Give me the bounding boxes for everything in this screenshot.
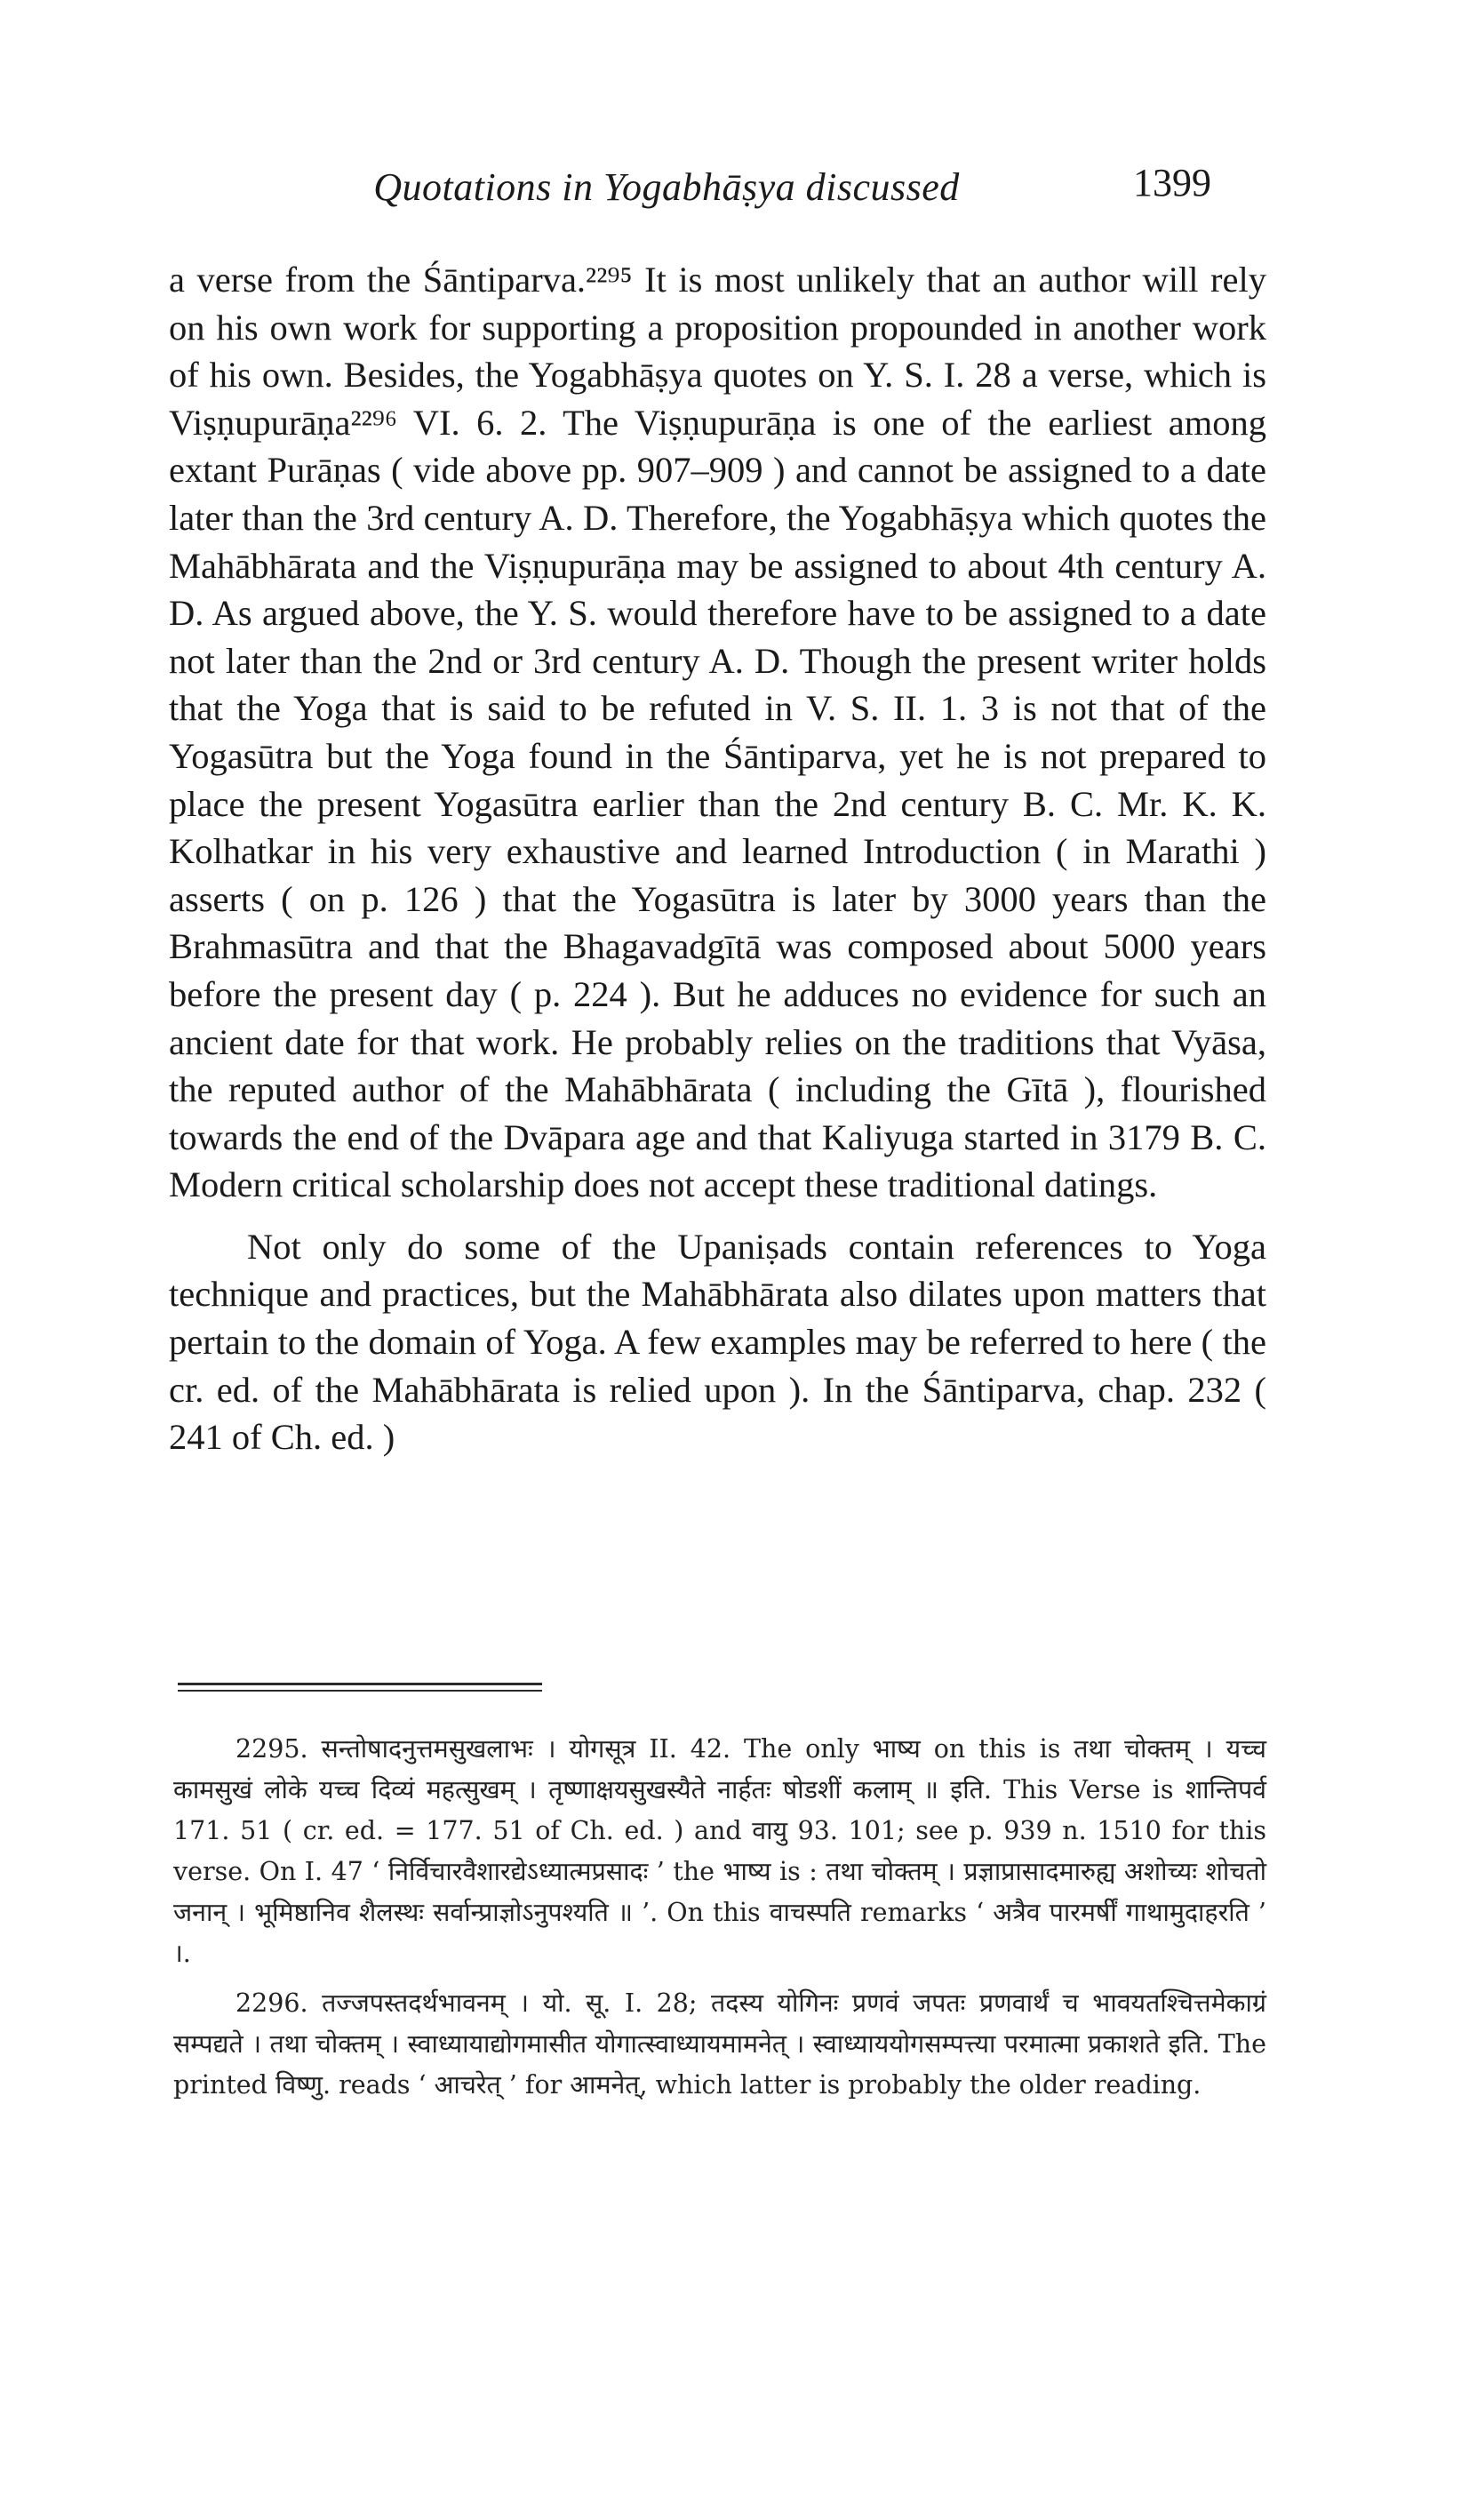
footnote-text: सन्तोषादनुत्तमसुखलाभः । योगसूत्र II. 42. The only भाष्य on this is तथा चोक्तम् । यच्च कामसुखं लोके यच्च दिव्यं महत्सुखम् । तृष्णाक्षयसुखस्यैते नार्हतः षोडशीं कलाम् ॥ इति. This Verse is शान्तिपर्व 171. 51 ( cr. ed. = 177. 51 of Ch. ed. ) and वायु 93. 101; see p. 939 n. 1510 for this verse. On I. 47 ‘ निर्विचारवैशारद्येऽध्यात्मप्रसादः ’ the भाष्य is : तथा चोक्तम् । प्रज्ञाप्रासादमारुह्य अशोच्यः शोचतो जनान् । भूमिष्ठानिव शैलस्थः सर्वान्प्राज्ञोऽनुपश्यति ॥ ’. On this वाचस्पति remarks ‘ अत्रैव पारमर्षीं गाथामुदाहरति ’ ।. xyxy=(173,1734,1266,1968)
footnote-number: 2295. xyxy=(236,1734,308,1764)
paragraph-1: a verse from the Śāntiparva.²²⁹⁵ It is most unlikely that an author will rely on his own work for supporting a proposition propounded in another work of his own. Besides, the Yogabhāṣya quotes on Y. S. I. 28 a verse, which is Viṣṇupurāṇa²²⁹⁶ VI. 6. 2. The Viṣṇupurāṇa is one of the earliest among extant Purāṇas ( vide above pp. 907–909 ) and cannot be assigned to a date later than the 3rd century A. D. Therefore, the Yogabhāṣya which quotes the Mahābhārata and the Viṣṇupurāṇa may be assigned to about 4th century A. D. As argued above, the Y. S. would therefore have to be assigned to a date not later than the 2nd or 3rd century A. D. Though the present writer holds that the Yoga that is said to be refuted in V. S. II. 1. 3 is not that of the Yogasūtra but the Yoga found in the Śāntiparva, yet he is not prepared to place the present Yogasūtra earlier than the 2nd century B. C. Mr. K. K. Kolhatkar in his very exhaustive and learned Introduction ( in Marathi ) asserts ( on p. 126 ) that the Yogasūtra is later by 3000 years than the Brahmasūtra and that the Bhagavadgītā was composed about 5000 years before the present day ( p. 224 ). But he adduces no evidence for such an ancient date for that work. He probably relies on the traditions that Vyāsa, the reputed author of the Mahābhārata ( including the Gītā ), flourished towards the end of the Dvāpara age and that Kaliyuga started in 3179 B. C. Modern critical scholarship does not accept these traditional datings. xyxy=(169,260,1266,1205)
footnotes xyxy=(173,1729,1266,2106)
page-header xyxy=(0,161,1469,227)
footnote-text: तज्जपस्तदर्थभावनम् । यो. सू. I. 28; तदस्य योगिनः प्रणवं जपतः प्रणवार्थं च भावयतश्चित्तमेकाग्रं सम्पद्यते । तथा चोक्तम् । स्वाध्यायाद्योगमासीत योगात्स्वाध्यायमामनेत् । स्वाध्याययोगसम्पत्त्या परमात्मा प्रकाशते इति. The printed विष्णु. reads ‘ आचरेत् ’ for आमनेत्, which latter is probably the older reading. xyxy=(173,1988,1266,2100)
main-text xyxy=(169,256,1266,1461)
running-head: Quotations in Yogabhāṣya discussed xyxy=(373,165,960,209)
footnote-2295 xyxy=(173,1729,1266,1974)
footnote-number: 2296. xyxy=(236,1988,308,2018)
footnote-divider xyxy=(178,1683,542,1692)
page-number: 1399 xyxy=(1133,161,1211,204)
footnote-2296 xyxy=(173,1983,1266,2106)
paragraph-2: Not only do some of the Upaniṣads contain references to Yoga technique and practices, but the Mahābhārata also dilates upon matters that pertain to the domain of Yoga. A few examples may be referred to here ( the cr. ed. of the Mahābhārata is relied upon ). In the Śāntiparva, chap. 232 ( 241 of Ch. ed. ) xyxy=(169,1226,1266,1458)
